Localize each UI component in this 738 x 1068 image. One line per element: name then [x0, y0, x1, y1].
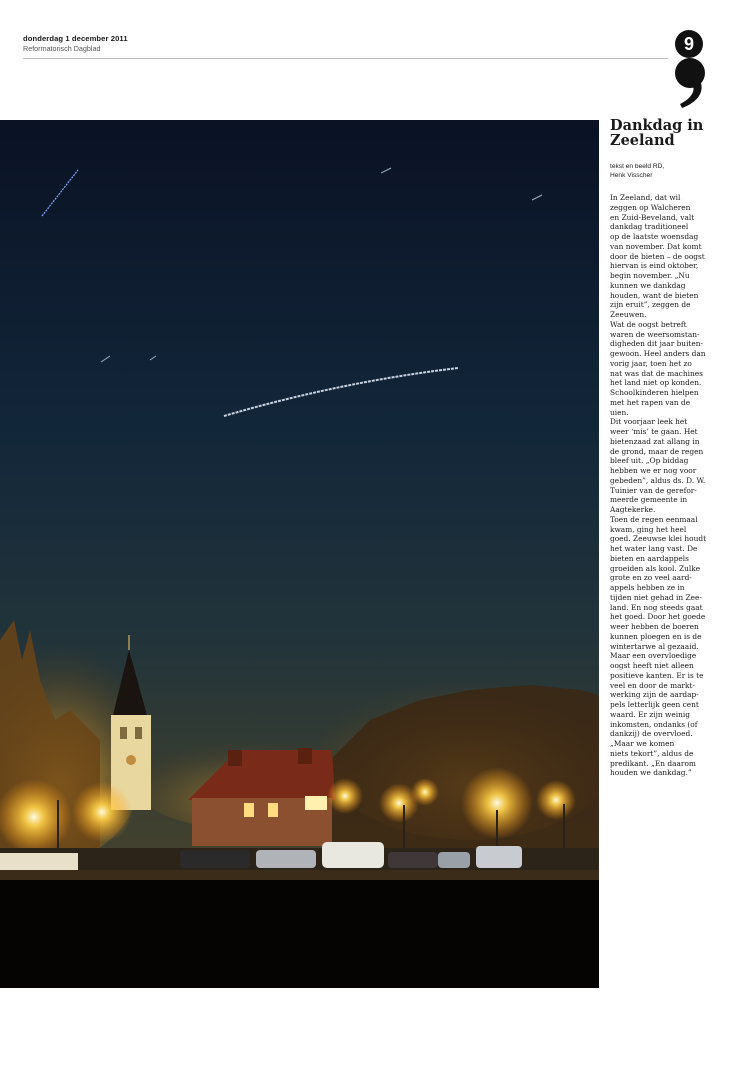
page-number: 9: [675, 30, 703, 58]
body-text-line: en Zuid-Beveland, valt: [610, 212, 695, 222]
body-text-line: weer hebben de boeren: [610, 622, 699, 631]
body-text-line: waren de weersomstan-: [610, 329, 700, 339]
body-text-line: bleef uit. „Op biddag: [610, 456, 689, 466]
body-text-line: waard. Er zijn weinig: [610, 709, 690, 719]
body-text-line: Aagtekerke.: [610, 505, 656, 514]
body-text-line: oogst heeft niet alleen: [610, 661, 694, 670]
body-text-line: positieve kanten. Er is te: [610, 670, 704, 680]
issue-date: donderdag 1 december 2011: [23, 34, 128, 43]
body-text-line: Dit voorjaar leek het: [610, 417, 688, 427]
body-text-line: weer ‘mis’ te gaan. Het: [610, 427, 698, 436]
body-text-line: nat was dat de machines: [610, 368, 703, 378]
body-text-line: bietenzaad zat allang in: [610, 436, 700, 446]
article-credit: [610, 162, 730, 181]
credit-line: tekst en beeld RD,: [610, 163, 665, 170]
body-text-line: appels hebben ze in: [610, 583, 685, 592]
body-text-line: kwam, ging het heel: [610, 524, 687, 534]
body-text-line: In Zeeland, dat wil: [610, 193, 681, 202]
title-line: Dankdag in: [610, 117, 704, 134]
body-text-line: kunnen ploegen en is de: [610, 631, 702, 641]
body-text-line: hebben we er nog voor: [610, 466, 697, 475]
body-text-line: het water lang vast. De: [610, 544, 698, 553]
header-rule: [23, 58, 668, 59]
body-text-line: bieten en aardappels: [610, 553, 689, 563]
body-text-line: kunnen we dankdag: [610, 280, 686, 290]
article-body: [610, 193, 728, 778]
body-text-line: op de laatste woensdag: [610, 232, 699, 241]
body-text-line: zijn eruit”, zeggen de: [610, 300, 691, 310]
body-text-line: gewoon. Heel anders dan: [610, 349, 706, 358]
body-text-line: Wat de oogst betreft: [610, 319, 687, 329]
body-text-line: predikant. „En daarom: [610, 758, 696, 768]
title-line: Zeeland: [610, 132, 675, 149]
comma-icon: [672, 56, 708, 110]
body-text-line: werking zijn de aardap-: [610, 690, 699, 700]
body-text-line: pels letterlijk geen cent: [610, 700, 699, 709]
body-text-line: digheden dit jaar buiten-: [610, 339, 704, 349]
article-title: [610, 118, 730, 148]
body-text-line: vorig jaar, toen het zo: [610, 358, 692, 368]
body-text-line: begin november. „Nu: [610, 271, 690, 280]
body-text-line: meerde gemeente in: [610, 495, 688, 505]
body-text-line: dankdag traditioneel: [610, 222, 689, 232]
body-text-line: grote en zo veel aard-: [610, 573, 692, 583]
body-text-line: Tuinier van de gerefor-: [610, 485, 697, 495]
body-text-line: met het rapen van de: [610, 397, 691, 407]
body-text-line: zeggen op Walcheren: [610, 202, 691, 212]
page-header: [23, 34, 668, 53]
body-text-line: land. En nog steeds gaat: [610, 602, 703, 612]
body-text-line: uien.: [610, 407, 629, 417]
body-text-line: Schoolkinderen hielpen: [610, 388, 699, 397]
credit-line: Henk Visscher: [610, 172, 653, 180]
body-text-line: Zeeuwen.: [610, 310, 647, 319]
body-text-line: inkomsten, ondanks (of: [610, 719, 698, 729]
body-text-line: Maar een overvloedige: [610, 651, 697, 661]
body-text-line: veel en door de markt-: [610, 680, 695, 690]
newspaper-name: Reformatorisch Dagblad: [23, 44, 101, 53]
body-text-line: de grond, maar de regen: [610, 446, 704, 456]
body-text-line: Toen de regen eenmaal: [610, 514, 698, 524]
article-photo: [0, 120, 599, 988]
body-text-line: gebeden”, aldus ds. D. W.: [610, 475, 706, 485]
body-text-line: het goed. Door het goede: [610, 612, 706, 622]
body-text-line: hiervan is eind oktober,: [610, 261, 699, 271]
body-text-line: niets tekort”, aldus de: [610, 748, 694, 758]
night-village-scene: [0, 120, 599, 988]
body-text-line: groeiden als kool. Zulke: [610, 563, 701, 573]
body-text-line: door de bieten – de oogst: [610, 251, 705, 261]
body-text-line: houden we dankdag.”: [610, 768, 692, 778]
body-text-line: van november. Dat komt: [610, 241, 702, 251]
body-text-line: „Maar we komen: [610, 739, 675, 748]
body-text-line: wintertarwe al gezaaid.: [610, 641, 699, 651]
body-text-line: tijden niet gehad in Zee-: [610, 592, 702, 602]
body-text-line: dankzij) de overvloed.: [610, 729, 693, 739]
body-text-line: het land niet op konden.: [610, 378, 702, 388]
body-text-line: houden, want de bieten: [610, 290, 699, 300]
body-text-line: goed. Zeeuwse klei houdt: [610, 534, 707, 544]
